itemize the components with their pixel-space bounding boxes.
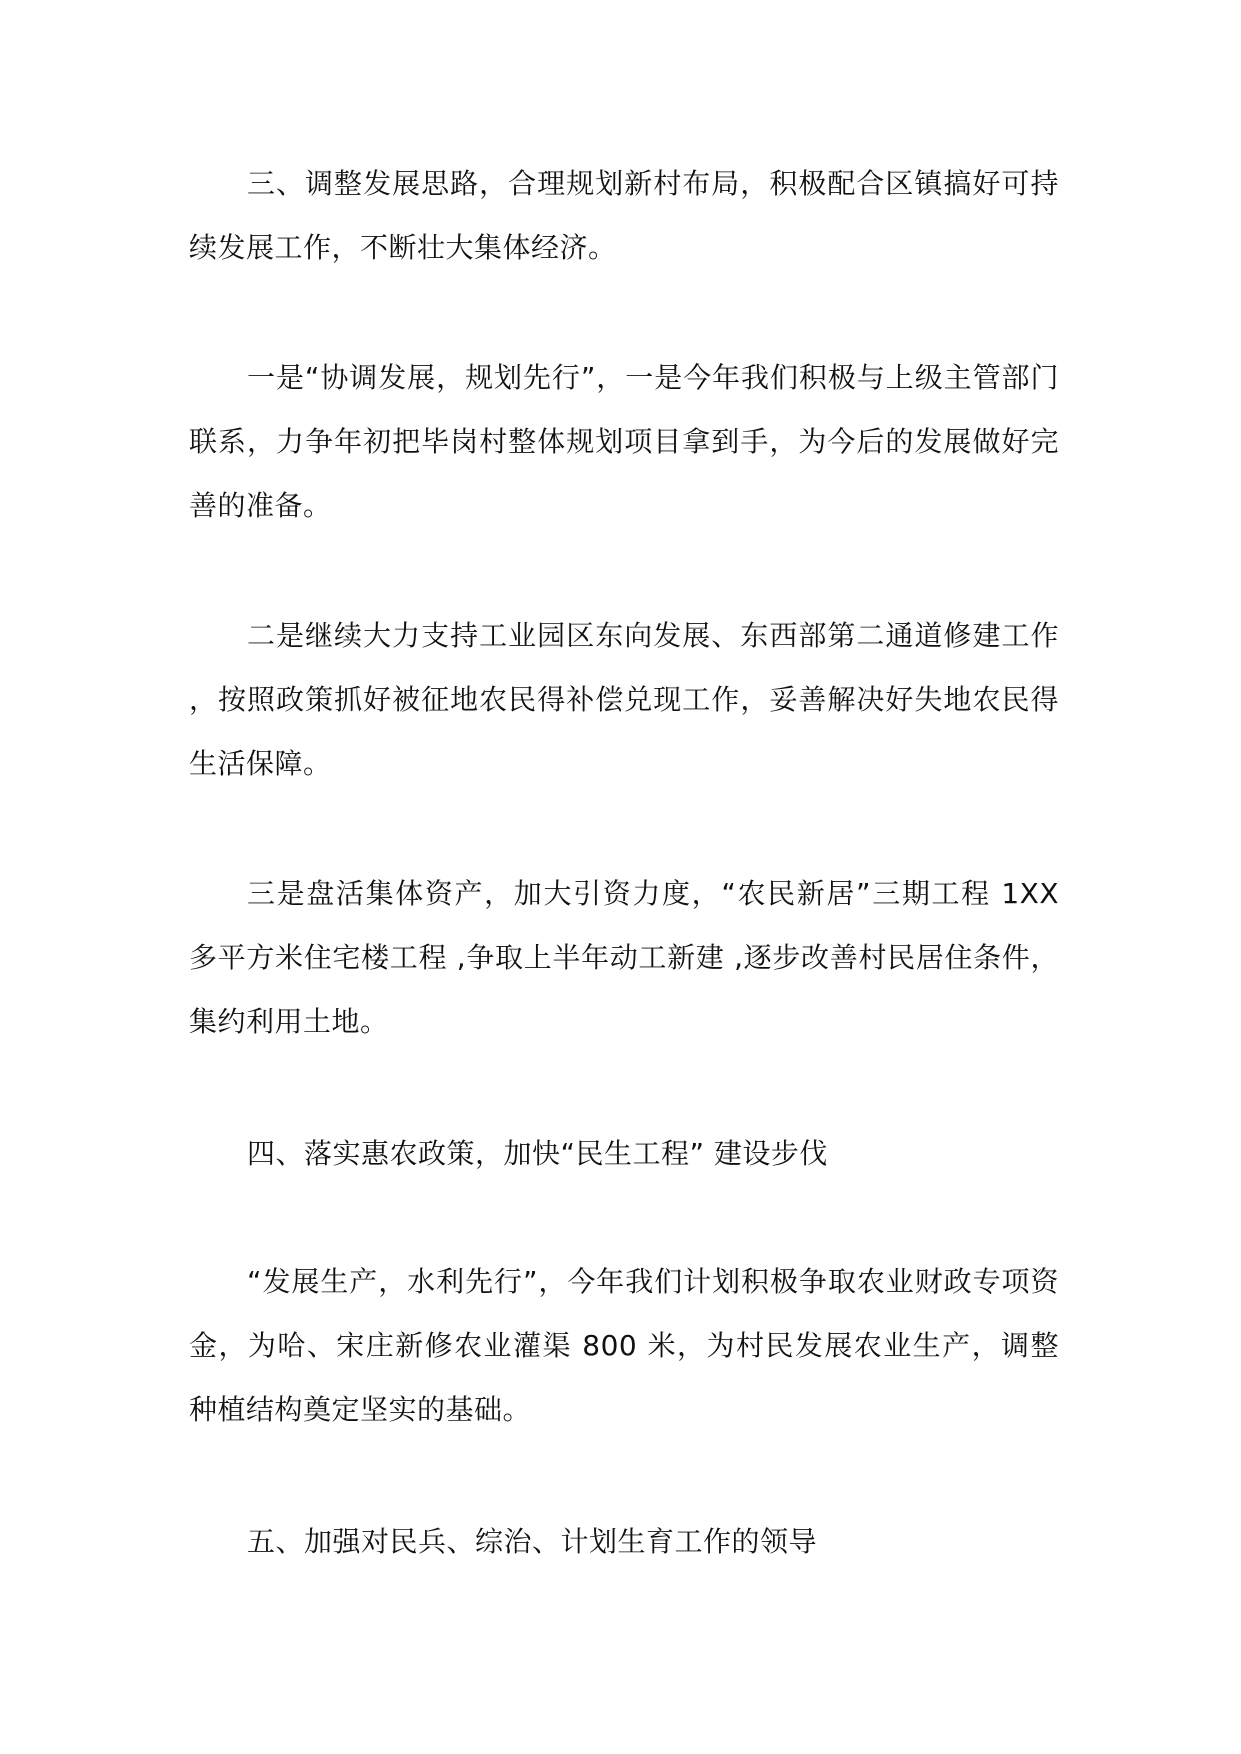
- paragraph-item-two: 二是继续大力支持工业园区东向发展、东西部第二通道修建工作 ，按照政策抓好被征地农民得补偿兑现工作，妥善解决好失地农民得生活保障。: [189, 619, 1059, 780]
- paragraph-water-conservancy: “发展生产，水利先行”，今年我们计划积极争取农业财政专项资金，为哈、宋庄新修农业灌渠 800 米，为村民发展农业生产，调整种植结构奠定坚实的基础。: [189, 1265, 1059, 1426]
- paragraph-item-one: 一是“协调发展，规划先行”，一是今年我们积极与上级主管部门联系，力争年初把毕岗村整体规划项目拿到手，为今后的发展做好完善的准备。: [189, 361, 1059, 522]
- paragraph-item-three: 三是盘活集体资产，加大引资力度，“农民新居”三期工程 1XX 多平方米住宅楼工程 ,争取上半年动工新建 ,逐步改善村民居住条件，集约利用土地。: [189, 877, 1059, 1038]
- section-heading-four: 四、落实惠农政策，加快“民生工程” 建设步伐: [247, 1137, 828, 1170]
- section-heading-three: 三、调整发展思路，合理规划新村布局，积极配合区镇搞好可持续发展工作，不断壮大集体经济。: [189, 167, 1059, 264]
- section-heading-five: 五、加强对民兵、综治、计划生育工作的领导: [247, 1525, 818, 1558]
